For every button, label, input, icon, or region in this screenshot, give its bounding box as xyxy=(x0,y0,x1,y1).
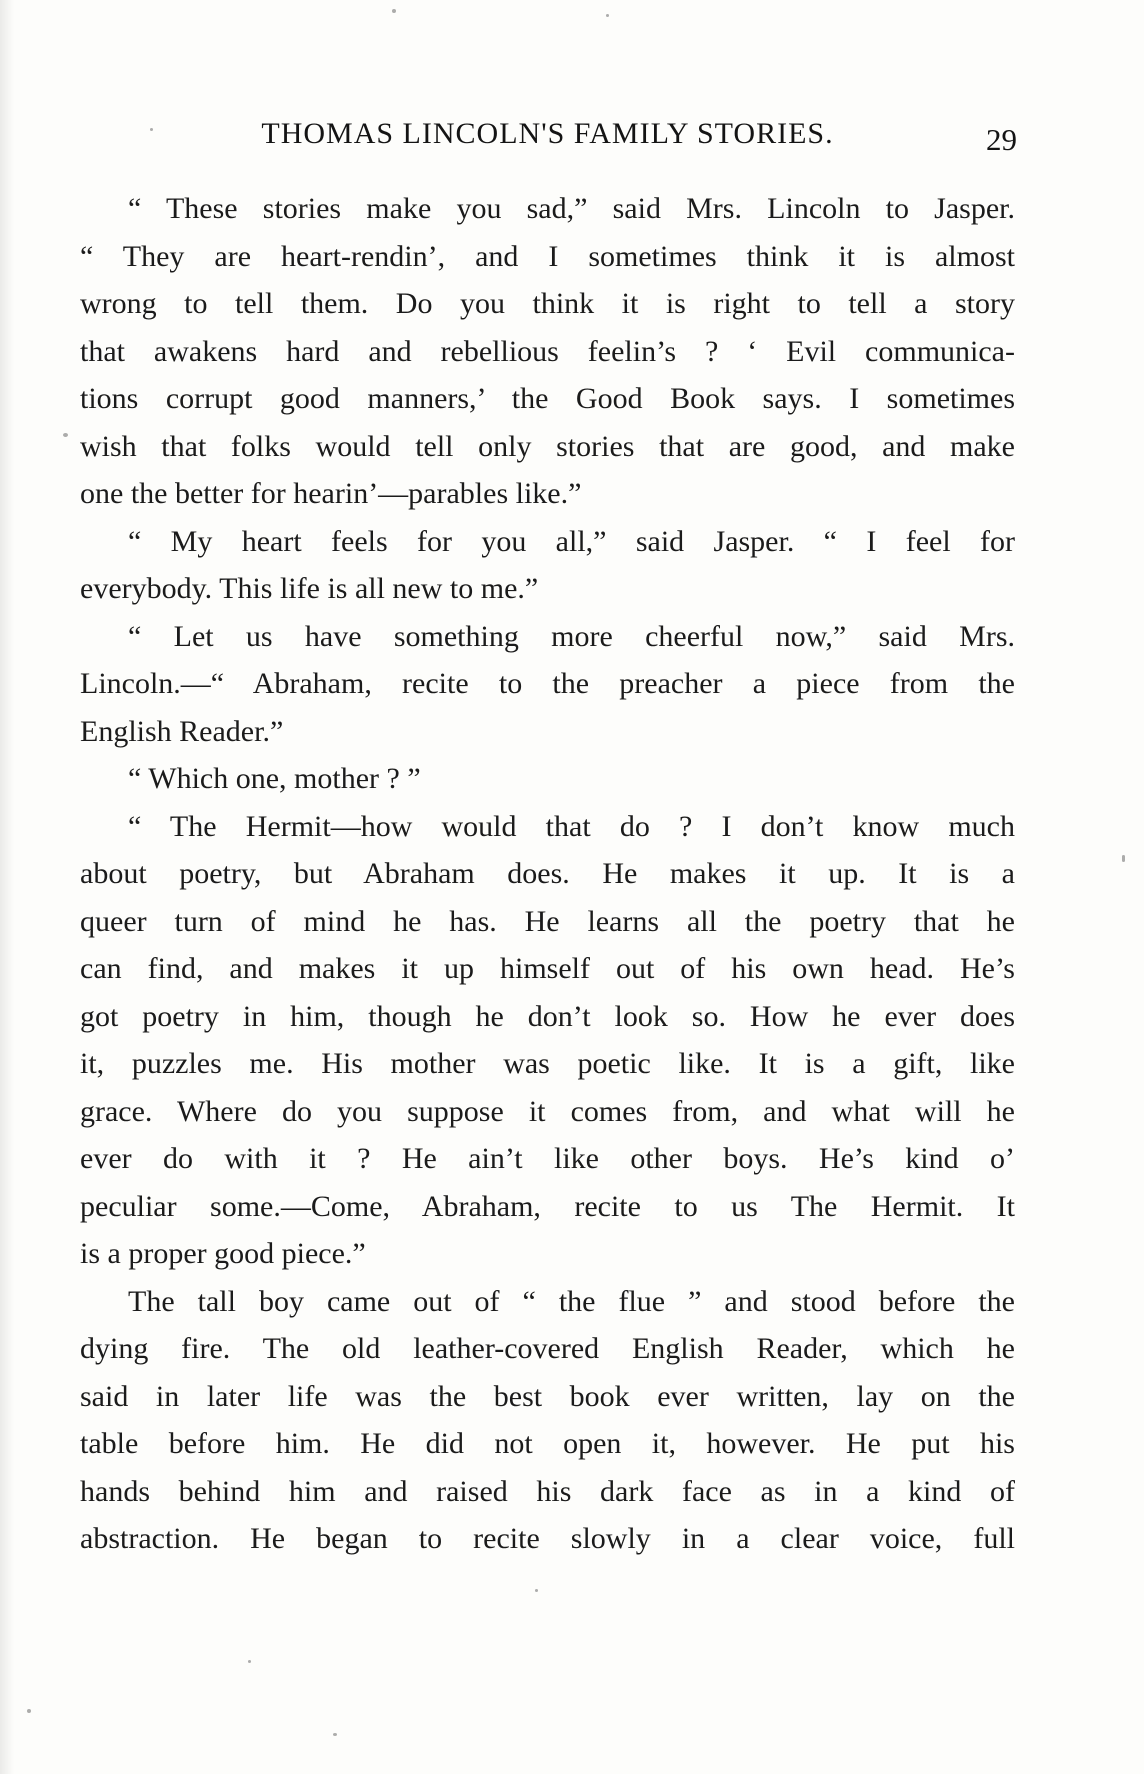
scan-speck xyxy=(333,1733,337,1736)
text-line: it, puzzles me. His mother was poetic like. It is a gift, like xyxy=(80,1047,1015,1080)
text-line: wish that folks would tell only stories that are good, and make xyxy=(80,429,1015,463)
text-line: The tall boy came out of “ the flue ” and stood before the xyxy=(128,1284,1015,1318)
scan-speck xyxy=(606,14,609,17)
text-line: English Reader.” xyxy=(80,714,284,748)
text-line: “ My heart feels for you all,” said Jasper. “ I feel for xyxy=(128,524,1015,558)
text-line: can find, and makes it up himself out of his own head. He’s xyxy=(80,952,1015,985)
paragraph xyxy=(80,803,1015,1278)
text-line: “ These stories make you sad,” said Mrs. Lincoln to Jasper. xyxy=(128,192,1015,225)
text-line: about poetry, but Abraham does. He makes it up. It is a xyxy=(80,857,1015,890)
scan-speck xyxy=(535,1589,538,1592)
text-line: got poetry in him, though he don’t look so. How he ever does xyxy=(80,999,1015,1033)
text-line: grace. Where do you suppose it comes from, and what will he xyxy=(80,1094,1015,1128)
paragraph xyxy=(80,613,1015,756)
scan-speck xyxy=(63,433,68,437)
text-line: abstraction. He began to recite slowly in a clear voice, full xyxy=(80,1522,1015,1555)
paragraph xyxy=(80,185,1015,518)
text-line: Lincoln.—“ Abraham, recite to the preacher a piece from the xyxy=(80,667,1015,700)
text-line: “ Which one, mother ? ” xyxy=(128,762,421,795)
paragraph xyxy=(80,1278,1015,1563)
scan-speck xyxy=(392,9,396,13)
text-line: said in later life was the best book ever written, lay on the xyxy=(80,1379,1015,1413)
paragraph xyxy=(80,518,1015,613)
running-header xyxy=(80,117,1015,151)
text-line: dying fire. The old leather-covered English Reader, which he xyxy=(80,1332,1015,1365)
text-line: is a proper good piece.” xyxy=(80,1237,366,1270)
text-line: queer turn of mind he has. He learns all the poetry that he xyxy=(80,904,1015,938)
text-line: everybody. This life is all new to me.” xyxy=(80,572,539,605)
text-line: tions corrupt good manners,’ the Good Book says. I sometimes xyxy=(80,382,1015,415)
page-body xyxy=(80,185,1015,1563)
text-line: wrong to tell them. Do you think it is right to tell a story xyxy=(80,287,1015,320)
text-line: ever do with it ? He ain’t like other boys. He’s kind o’ xyxy=(80,1142,1015,1175)
scan-speck xyxy=(27,1709,31,1713)
scan-speck xyxy=(1122,855,1125,862)
running-header-title: THOMAS LINCOLN'S FAMILY STORIES. xyxy=(261,117,834,150)
text-line: “ They are heart-rendin’, and I sometimes think it is almost xyxy=(80,239,1015,273)
text-line: peculiar some.—Come, Abraham, recite to us The Hermit. It xyxy=(80,1189,1015,1223)
scan-speck xyxy=(248,1660,251,1663)
text-line: hands behind him and raised his dark face as in a kind of xyxy=(80,1474,1015,1508)
page-number: 29 xyxy=(986,122,1017,157)
text-line: “ The Hermit—how would that do ? I don’t know much xyxy=(128,809,1015,843)
scan-edge-shadow xyxy=(0,0,14,1774)
text-line: one the better for hearin’—parables like.” xyxy=(80,477,582,510)
text-line: “ Let us have something more cheerful now,” said Mrs. xyxy=(128,619,1015,653)
text-line: table before him. He did not open it, however. He put his xyxy=(80,1427,1015,1460)
text-line: that awakens hard and rebellious feelin’s ? ‘ Evil communica- xyxy=(80,334,1015,368)
paragraph xyxy=(80,755,1015,803)
